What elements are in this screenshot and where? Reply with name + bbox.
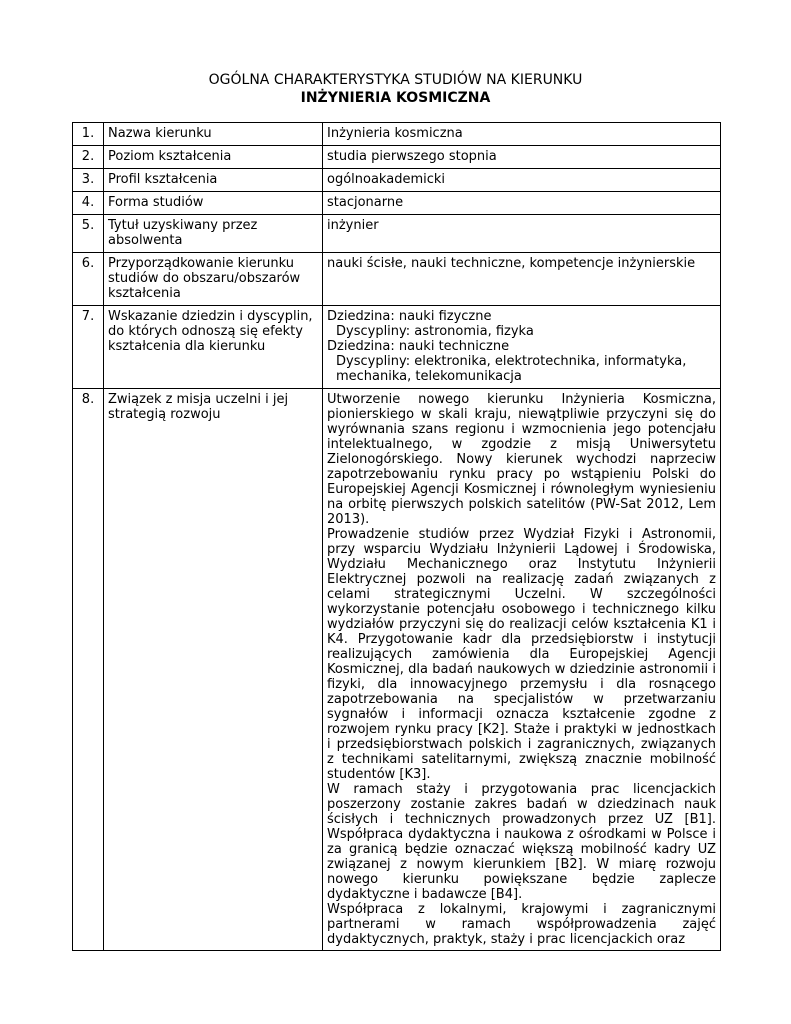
row-value: stacjonarne (323, 192, 721, 215)
row-value (323, 306, 721, 389)
row-number: 8. (73, 389, 104, 951)
row-number: 7. (73, 306, 104, 389)
table-row (73, 215, 721, 253)
row-value (323, 389, 721, 951)
table-row (73, 146, 721, 169)
row-label: Forma studiów (104, 192, 323, 215)
row-label: Nazwa kierunku (104, 123, 323, 146)
program-name-heading: INŻYNIERIA KOSMICZNA (300, 90, 491, 106)
row-value: studia pierwszego stopnia (323, 146, 721, 169)
mission-paragraph: Prowadzenie studiów przez Wydział Fizyki i Astronomii, przy wsparciu Wydziału Inżynierii Lądowej i Środowiska, Wydziału Mechanicznego oraz Instytutu Inżynierii Elektrycznej pozwoli na realizację zadań związanych z celami strategicznymi Uczelni. W szczególności wykorzystanie potencjału osobowego i technicznego kilku wydziałów przyczyni się do realizacji celów kształcenia K1 i K4. Przygotowanie kadr dla przedsiębiorstw i instytucji realizujących zamówienia dla Europejskiej Agencji Kosmicznej, dla badań naukowych w dziedzinie astronomii i fizyki, dla innowacyjnego przemysłu i dla rosnącego zapotrzebowania na specjalistów w przetwarzaniu sygnałów i informacji oznacza kształcenie zgodne z rozwojem rynku pracy [K2]. Staże i praktyki w jednostkach i przedsiębiorstwach polskich i zagranicznych, związanych z technikami satelitarnymi, zwiększą znacznie mobilność studentów [K3]. (327, 527, 716, 782)
table-row (73, 123, 721, 146)
row-label: Tytuł uzyskiwany przez absolwenta (104, 215, 323, 253)
table-row (73, 192, 721, 215)
disciplines-line: Dyscypliny: astronomia, fizyka (336, 324, 534, 339)
table-row (73, 306, 721, 389)
table-row (73, 389, 721, 951)
row-value: inżynier (323, 215, 721, 253)
row-value: Inżynieria kosmiczna (323, 123, 721, 146)
row-number: 1. (73, 123, 104, 146)
row-label: Przyporządkowanie kierunku studiów do obszaru/obszarów kształcenia (104, 253, 323, 306)
program-characteristics-table (72, 122, 721, 951)
mission-paragraph: Współpraca z lokalnymi, krajowymi i zagranicznymi partnerami w ramach współprowadzenia zajęć dydaktycznych, praktyk, staży i prac licencjackich oraz (327, 902, 716, 947)
document-title: OGÓLNA CHARAKTERYSTYKA STUDIÓW NA KIERUNKU (208, 72, 583, 88)
row-label: Profil kształcenia (104, 169, 323, 192)
disciplines-line: Dyscypliny: elektronika, elektrotechnika, informatyka, mechanika, telekomunikacja (336, 354, 687, 384)
row-label: Poziom kształcenia (104, 146, 323, 169)
domain-line: Dziedzina: nauki fizyczne (327, 309, 492, 324)
mission-paragraph: W ramach staży i przygotowania prac licencjackich poszerzony zostanie zakres badań w dziedzinach nauk ścisłych i technicznych prowadzonych przez UZ [B1]. Współpraca dydaktyczna i naukowa z ośrodkami w Polsce i za granicą będzie oznaczać większą mobilność kadry UZ związanej z nowym kierunkiem [B2]. W miarę rozwoju nowego kierunku powiększane będzie zaplecze dydaktyczne i badawcze [B4]. (327, 782, 716, 902)
table-row (73, 253, 721, 306)
row-label: Wskazanie dziedzin i dyscyplin, do których odnoszą się efekty kształcenia dla kierunku (104, 306, 323, 389)
mission-paragraph: Utworzenie nowego kierunku Inżynieria Kosmiczna, pionierskiego w skali kraju, niewątpliwie przyczyni się do wyrównania szans regionu i wzmocnienia jego potencjału intelektualnego, w zgodzie z misją Uniwersytetu Zielonogórskiego. Nowy kierunek wychodzi naprzeciw zapotrzebowaniu rynku pracy po wstąpieniu Polski do Europejskiej Agencji Kosmicznej i równoległym wyniesieniu na orbitę pierwszych polskich satelitów (PW-Sat 2012, Lem 2013). (327, 392, 716, 527)
row-number: 6. (73, 253, 104, 306)
row-number: 5. (73, 215, 104, 253)
row-value: ogólnoakademicki (323, 169, 721, 192)
row-number: 3. (73, 169, 104, 192)
row-number: 2. (73, 146, 104, 169)
domain-line: Dziedzina: nauki techniczne (327, 339, 510, 354)
table-row (73, 169, 721, 192)
row-number: 4. (73, 192, 104, 215)
row-value: nauki ścisłe, nauki techniczne, kompetencje inżynierskie (323, 253, 721, 306)
row-label: Związek z misja uczelni i jej strategią rozwoju (104, 389, 323, 951)
